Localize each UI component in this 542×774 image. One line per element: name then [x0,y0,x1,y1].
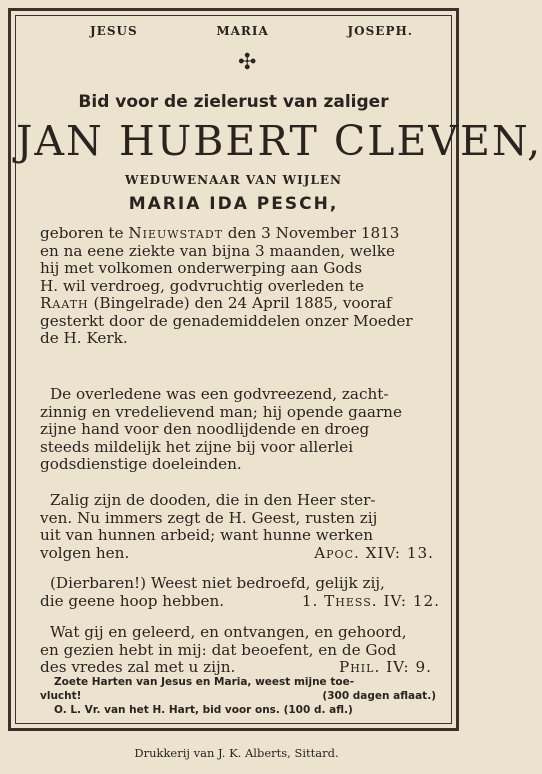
scripture-phil [40,624,454,677]
indulgence-prayers [40,675,454,717]
header-maria: MARIA [216,24,269,38]
text-line: gesterkt door de genademiddelen onzer Moeder [40,311,413,330]
text-line: steeds mildelijk het zijne bij voor allerlei [40,437,354,456]
scripture-reference: Phil. IV: 9. [339,658,432,676]
text-line: (Dierbaren!) Weest niet bedroefd, gelijk zij, [50,574,385,592]
header-joseph: JOSEPH. [347,24,413,38]
text-line: volgen hen. Apoc. XIV: 13. [40,545,454,563]
place-nieuwstadt: Nieuwstadt [128,224,223,242]
spouse-name: MARIA IDA PESCH, [128,194,339,214]
text-line: en gezien hebt in mij: dat beoefent, en de God [40,640,397,659]
text-line: H. wil verdroeg, godvruchtig overleden te [40,276,364,295]
text-line: Zalig zijn de dooden, die in den Heer ster- [50,491,376,509]
prayer-line: Zoete Harten van Jesus en Maria, weest mijne toe- [54,676,355,688]
text-line: ven. Nu immers zegt de H. Geest, rusten zij [40,508,378,527]
scripture-thess [40,575,454,610]
header-names [16,24,451,44]
widow-line: WEDUWENAAR VAN WIJLEN [124,173,342,187]
text-line: Wat gij en geleerd, en ontvangen, en gehoord, [50,623,407,641]
memorial-card [8,8,542,731]
scripture-reference: Apoc. XIV: 13. [314,543,434,562]
prayer-line: O. L. Vr. van het H. Hart, bid voor ons. (100 d. afl.) [54,704,353,716]
character-paragraph [40,386,454,474]
header-jesus: JESUS [90,24,138,38]
scripture-apoc [40,492,454,562]
text-line: die geene hoop hebben. 1. Thess. IV: 12. [40,593,454,611]
text-line: Raath (Bingelrade) den 24 April 1885, vooraf [40,294,392,312]
text-line: zinnig en vredelievend man; hij opende gaarne [40,402,402,421]
inner-border [15,15,542,724]
cross-icon: ✣ [238,50,257,75]
text-line: geboren te Nieuwstadt den 3 November 1813 [40,224,400,242]
text-line: en na eene ziekte van bijna 3 maanden, welke [40,241,395,260]
text-line: de H. Kerk. [40,329,128,347]
biography-paragraph [40,225,454,348]
text-line: zijne hand voor den noodlijdende en droeg [40,420,370,438]
printer-imprint: Drukkerij van J. K. Alberts, Sittard. [134,746,339,760]
place-raath: Raath [40,294,89,312]
text-line: uit van hunnen arbeid; want hunne werken [40,526,374,544]
scripture-reference: 1. Thess. IV: 12. [301,591,440,610]
prayer-line: vlucht! (300 dagen aflaat.) [40,690,436,702]
text-line: De overledene was een godvreezend, zacht- [50,385,389,403]
deceased-name: JAN HUBERT CLEVEN, [16,117,542,165]
text-line: des vredes zal met u zijn. Phil. IV: 9. [40,659,454,677]
intro-line: Bid voor de zielerust van zaliger [78,92,389,112]
text-line: hij met volkomen onderwerping aan Gods [40,259,362,277]
text-line: godsdienstige doeleinden. [40,455,242,473]
